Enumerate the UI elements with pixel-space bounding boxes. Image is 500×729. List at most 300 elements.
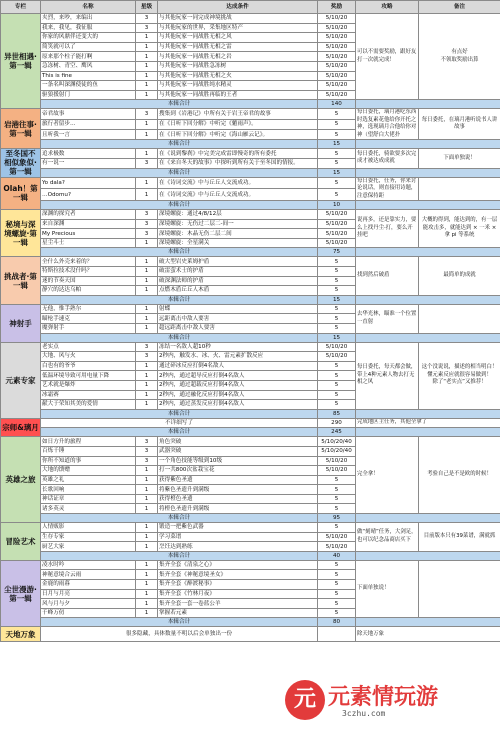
achievement-stars: 1 xyxy=(136,371,158,381)
achievement-condition: 搜集到《岩港记》中所有关于岩王帝君的故事 xyxy=(158,109,318,119)
achievement-stars: 3 xyxy=(136,352,158,362)
subtotal-row xyxy=(1,248,500,257)
section-tip: 说再多，还是靠实力，要么上找丹尘·打，要么开挂吧 xyxy=(356,210,419,248)
section-note xyxy=(419,560,500,618)
achievement-reward: 5 xyxy=(318,286,356,296)
subtotal-blank xyxy=(356,201,500,210)
row-note: 不领取奖励出算 xyxy=(440,56,479,63)
achievement-name: 日月与月亮 xyxy=(41,589,136,599)
achievement-stars: 1 xyxy=(136,323,158,333)
section-tip: 下面单独说！ xyxy=(356,560,419,618)
subtotal-row xyxy=(1,168,500,177)
section-title: 元素专家 xyxy=(1,342,41,418)
achievement-reward: 5 xyxy=(318,580,356,590)
subtotal-value: 15 xyxy=(318,295,356,304)
achievement-name: 全什么外壳来着的？ xyxy=(41,257,136,267)
subtotal-label: 本辑合计 xyxy=(41,618,318,627)
achievement-condition: 角色突破 xyxy=(158,437,318,447)
achievement-name: 急冻树、青空、鹰风 xyxy=(41,61,136,71)
subtotal-label: 本辑合计 xyxy=(41,409,318,418)
achievement-reward: 5 xyxy=(318,504,356,514)
subtotal-label: 本辑合计 xyxy=(41,140,318,149)
achievement-name: 简笑就可以了 xyxy=(41,42,136,52)
achievement-reward: 5 xyxy=(318,189,356,201)
watermark-brand: 元素情玩游 xyxy=(328,685,439,710)
header-tips: 攻略 xyxy=(356,1,419,14)
achievement-reward: 5/10/20 xyxy=(318,238,356,248)
achievement-stars: 1 xyxy=(136,177,158,189)
achievement-stars: 1 xyxy=(136,130,158,140)
achievement-name: 献大于荣知其美的爱情 xyxy=(41,400,136,410)
section-summary: 很多隐藏，具体数量不明以后会单独出一份 xyxy=(41,627,318,642)
subtotal-row xyxy=(1,201,500,210)
section-tip: 每日委托，每天都会做，带上4种元素人物去打无相之风 xyxy=(356,342,419,409)
achievement-stars: 1 xyxy=(136,380,158,390)
subtotal-blank xyxy=(356,248,500,257)
achievement-reward: 5 xyxy=(318,390,356,400)
achievement-reward: 5 xyxy=(318,494,356,504)
achievement-stars: 3 xyxy=(136,437,158,447)
section-title: 宗师&璃月 xyxy=(1,418,41,437)
achievement-condition: 与其他玩家的世界，采集地区特产 xyxy=(158,23,318,33)
achievement-reward: 5/10/20 xyxy=(318,61,356,71)
achievement-stars: 3 xyxy=(136,14,158,24)
achievement-reward: 5 xyxy=(318,314,356,324)
achievement-name: 追求极数 xyxy=(41,149,136,159)
section-title: Olah！第一辑 xyxy=(1,177,41,210)
subtotal-label: 本辑合计 xyxy=(41,248,318,257)
watermark-logo: 元 xyxy=(285,680,325,720)
achievement-reward: 5/10/20 xyxy=(318,52,356,62)
achievement-stars: 1 xyxy=(136,267,158,277)
achievement-name: 夹烈，来吵，来编出 xyxy=(41,14,136,24)
achievement-stars: 1 xyxy=(136,504,158,514)
achievement-reward: 5 xyxy=(318,475,356,485)
achievement-stars: 1 xyxy=(136,71,158,81)
subtotal-value: 140 xyxy=(318,100,356,109)
subtotal-label: 本辑合计 xyxy=(41,168,318,177)
achievement-condition: 冻结一名敌人超10秒 xyxy=(158,342,318,352)
achievement-reward: 5/10/20 xyxy=(318,219,356,229)
section-title: 岩港往事·第一辑 xyxy=(1,109,41,149)
achievement-name: 冰霜赛 xyxy=(41,390,136,400)
achievement-stars: 1 xyxy=(136,589,158,599)
achievement-reward: 5/10/20 xyxy=(318,210,356,220)
achievement-stars: 1 xyxy=(136,466,158,476)
achievement-reward: 5/10/20 xyxy=(318,23,356,33)
achievement-condition: 深境螺旋：通过4/8/12层 xyxy=(158,210,318,220)
achievement-name: 有一说一 xyxy=(41,158,136,168)
achievement-reward: 5/10/20 xyxy=(318,81,356,91)
achievement-reward: 5 xyxy=(318,361,356,371)
achievement-condition: 与其他玩家一同战胜无相之岩 xyxy=(158,52,318,62)
achievement-name: 神秘意境合云雨 xyxy=(41,570,136,580)
section-tip: 找到然后破盾 xyxy=(356,257,419,295)
achievement-stars: 1 xyxy=(136,52,158,62)
achievement-reward: 5 xyxy=(318,304,356,314)
achievement-name: 老实点 xyxy=(41,342,136,352)
achievement-reward: 5/10/20 xyxy=(318,71,356,81)
achievement-condition: 烹饪达到熟练 xyxy=(158,542,318,552)
achievement-stars: 1 xyxy=(136,542,158,552)
achievement-stars: 1 xyxy=(136,599,158,609)
subtotal-row xyxy=(1,428,500,437)
achievement-name: 风与月与夕 xyxy=(41,599,136,609)
achievement-condition: 集齐全套《竹林月夜》 xyxy=(158,589,318,599)
achievement-condition: 2秒内，通过蒸发反应打倒4名敌人 xyxy=(158,400,318,410)
section-tip: 每日委托，骑欲要多次完成才被达成成就 xyxy=(356,149,419,168)
achievement-condition: 深境螺旋：全星满关 xyxy=(158,238,318,248)
achievement-condition: 将橙色圣遗升到满级 xyxy=(158,504,318,514)
table-row xyxy=(1,418,500,428)
section-note xyxy=(419,109,500,140)
subtotal-value: 85 xyxy=(318,409,356,418)
achievement-condition: 远距离击中敌人要害 xyxy=(158,314,318,324)
section-note xyxy=(419,304,500,333)
section-title: 冒险艺术 xyxy=(1,523,41,561)
subtotal-label: 本辑合计 xyxy=(41,295,318,304)
table-row xyxy=(1,304,500,314)
achievement-condition: 超远距离击中敌人要害 xyxy=(158,323,318,333)
achievement-name: 你所不知道的事 xyxy=(41,456,136,466)
achievement-stars: 1 xyxy=(136,560,158,570)
achievement-name: 来自深渊 xyxy=(41,219,136,229)
achievement-reward: 5 xyxy=(318,400,356,410)
achievement-stars: 1 xyxy=(136,390,158,400)
achievement-condition: 与其他玩家一同战胜急冻树 xyxy=(158,61,318,71)
achievement-name: 星尘斗士 xyxy=(41,238,136,248)
section-note xyxy=(419,149,500,168)
achievement-name: 人情贩影 xyxy=(41,523,136,533)
achievement-reward: 5 xyxy=(318,109,356,119)
achievement-condition: 集齐全套《醉渡秘事》 xyxy=(158,580,318,590)
section-tip-secondary: 最简单的成就 xyxy=(443,272,476,279)
achievement-reward: 5 xyxy=(318,130,356,140)
achievement-name: 金鹿的雨暮 xyxy=(41,580,136,590)
achievement-stars: 1 xyxy=(136,523,158,533)
table-row xyxy=(1,342,500,352)
achievement-condition: 武器突破 xyxy=(158,446,318,456)
subtotal-blank xyxy=(356,140,500,149)
subtotal-blank xyxy=(356,295,500,304)
achievement-reward: 5 xyxy=(318,267,356,277)
subtotal-blank xyxy=(356,428,500,437)
achievement-name: Yo dala? xyxy=(41,177,136,189)
achievement-reward: 5/10/20 xyxy=(318,14,356,24)
achievement-condition: 掌握若元素 xyxy=(158,608,318,618)
achievement-stars: 3 xyxy=(136,158,158,168)
achievement-reward: 5 xyxy=(318,589,356,599)
achievement-stars: 1 xyxy=(136,475,158,485)
section-note xyxy=(419,523,500,552)
achievement-name: 大地的馈赠 xyxy=(41,466,136,476)
achievement-reward: 5 xyxy=(318,149,356,159)
achievement-condition: 学习菜谱 xyxy=(158,532,318,542)
achievement-condition: 集齐全套《神秘意境圣女》 xyxy=(158,570,318,580)
section-tip: 可以不需要奖励，跟好友打一次就完成！ xyxy=(356,14,419,100)
achievement-name: 静穴的达达乌帕 xyxy=(41,286,136,296)
table-row xyxy=(1,257,500,267)
achievement-reward: 5 xyxy=(318,380,356,390)
achievement-reward: 5 xyxy=(318,257,356,267)
achievement-stars: 3 xyxy=(136,446,158,456)
achievement-condition: 通过碎冰反应打倒4名敌人 xyxy=(158,361,318,371)
achievement-name: 瞄枪手速克 xyxy=(41,314,136,324)
achievement-condition: 锻造一把紫色武器 xyxy=(158,523,318,533)
achievement-condition: 在《日听下回分解》中听完《海山雁云记》。 xyxy=(158,130,318,140)
section-tip-secondary: 有点好 xyxy=(451,49,468,56)
achievement-name: 帝君故事 xyxy=(41,109,136,119)
section-tip: 除天地万象 xyxy=(356,627,500,642)
achievement-condition: 射蝶 xyxy=(158,304,318,314)
achievement-condition: 一个角色技能等级到10级 xyxy=(158,456,318,466)
achievement-name: …Odomu? xyxy=(41,189,136,201)
subtotal-row xyxy=(1,409,500,418)
achievement-condition: 破大型岩史萊姆护盾 xyxy=(158,257,318,267)
section-note xyxy=(419,257,500,295)
achievement-condition: 在《来自冬天的故事》中探听到所有关于至冬国的情报。 xyxy=(158,158,318,168)
achievement-reward: 5 xyxy=(318,119,356,129)
table-row xyxy=(1,560,500,570)
subtotal-value: 10 xyxy=(318,201,356,210)
achievement-reward: 5 xyxy=(318,323,356,333)
subtotal-row xyxy=(1,295,500,304)
section-note xyxy=(419,437,500,514)
achievement-stars: 1 xyxy=(136,314,158,324)
achievement-condition: 与其他玩家一同战胜再临的王者 xyxy=(158,90,318,100)
achievement-name: 大地、风与火 xyxy=(41,352,136,362)
section-tip: 做“刻晴”任务，大剑足，也可以纪念品商店买下 xyxy=(356,523,419,552)
achievement-name: 诸多英灵 xyxy=(41,504,136,514)
section-title: 尘世漫游·第一辑 xyxy=(1,560,41,627)
achievement-reward: 5/10/20 xyxy=(318,90,356,100)
table-row xyxy=(1,14,500,24)
achievement-reward: 5 xyxy=(318,560,356,570)
achievement-reward: 5/10/20 xyxy=(318,466,356,476)
achievement-stars: 1 xyxy=(136,608,158,618)
achievement-name: 深渊的探究者 xyxy=(41,210,136,220)
achievement-stars: 3 xyxy=(136,219,158,229)
subtotal-value: 245 xyxy=(318,428,356,437)
achievement-condition: 破雷萤术士的护盾 xyxy=(158,267,318,277)
achievement-stars: 1 xyxy=(136,189,158,201)
table-row xyxy=(1,109,500,119)
subtotal-row xyxy=(1,618,500,627)
header-category: 专栏 xyxy=(1,1,41,14)
achievement-reward: 5/10/20 xyxy=(318,33,356,43)
achievement-name: 旅行者留步… xyxy=(41,119,136,129)
header-stars: 星级 xyxy=(136,1,158,14)
achievement-name: 厨艺大家 xyxy=(41,542,136,552)
table-body xyxy=(1,14,500,642)
section-tip: 完成地区主任务，其他全拿了 xyxy=(356,418,500,428)
subtotal-blank xyxy=(356,514,500,523)
achievement-condition: 2秒内，通过超载反应打倒4名敌人 xyxy=(158,380,318,390)
achievement-name: 长歌回响 xyxy=(41,485,136,495)
achievement-condition: 在《日听下回分解》中听完《魈雨声》。 xyxy=(158,119,318,129)
achievement-reward: 5/10/20 xyxy=(318,542,356,552)
achievement-stars: 3 xyxy=(136,456,158,466)
achievement-stars: 3 xyxy=(136,229,158,239)
section-title: 秘境与深境螺旋·第一辑 xyxy=(1,210,41,257)
achievement-stars: 1 xyxy=(136,42,158,52)
achievement-name: 千峰万仞 xyxy=(41,608,136,618)
achievement-name: 你家的风鼎伴还变大的 xyxy=(41,33,136,43)
achievement-reward: 5 xyxy=(318,177,356,189)
achievement-condition: 2秒内，触发水、冰、火、雷元素扩散反应 xyxy=(158,352,318,362)
achievement-condition: 集齐全套《清泉之心》 xyxy=(158,560,318,570)
achievement-name: 凌水时吟 xyxy=(41,560,136,570)
subtotal-value: 15 xyxy=(318,168,356,177)
section-tip-secondary: 目前版本只有39菜谱，满就抓 xyxy=(423,533,496,540)
achievement-condition: 与其他玩家一同战胜无相之雷 xyxy=(158,42,318,52)
section-note xyxy=(419,14,500,100)
achievement-reward: 5/10/20 xyxy=(318,352,356,362)
section-title: 至冬国不相似象似·第一辑 xyxy=(1,149,41,177)
achievement-condition: 深境螺旋：木晶无伤二层二间 xyxy=(158,229,318,239)
section-reward: 290 xyxy=(318,418,356,428)
section-title: 异世相遇·第一辑 xyxy=(1,14,41,109)
section-tip-tertiary: 除了“老实点”又推荐！ xyxy=(432,379,487,386)
table-row xyxy=(1,627,500,642)
achievement-name: 魔弹射手 xyxy=(41,323,136,333)
subtotal-blank xyxy=(356,100,500,109)
achievement-stars: 3 xyxy=(136,23,158,33)
achievement-reward: 5/10/20 xyxy=(318,342,356,352)
subtotal-value: 80 xyxy=(318,618,356,627)
section-tip-secondary: 这个没说说，描述的相当明白！懂元素反应就很容易做到！ xyxy=(421,364,498,378)
achievement-stars: 1 xyxy=(136,361,158,371)
header-name: 名称 xyxy=(41,1,136,14)
section-title: 英雄之旅 xyxy=(1,437,41,523)
achievement-name: 英雄之礼 xyxy=(41,475,136,485)
achievement-condition: 点燃木盾丘丘人木盾 xyxy=(158,286,318,296)
subtotal-label: 本辑合计 xyxy=(41,551,318,560)
achievement-condition: 深境螺旋：无伤过二层二-间一 xyxy=(158,219,318,229)
achievement-condition: 获得橙色圣遗 xyxy=(158,494,318,504)
header-condition: 达成条件 xyxy=(158,1,318,14)
subtotal-blank xyxy=(356,333,500,342)
achievement-stars: 1 xyxy=(136,257,158,267)
subtotal-value: 75 xyxy=(318,248,356,257)
subtotal-value: 95 xyxy=(318,514,356,523)
achievement-condition: 与其他玩家一同战胜无相之火 xyxy=(158,71,318,81)
achievement-condition: 打一共800次盆栽宝花 xyxy=(158,466,318,476)
section-note xyxy=(419,342,500,409)
subtotal-label: 本辑合计 xyxy=(41,514,318,523)
table-row xyxy=(1,437,500,447)
table-row xyxy=(1,149,500,159)
subtotal-row xyxy=(1,140,500,149)
subtotal-label: 本辑合计 xyxy=(41,201,318,210)
achievement-name: 生存专家 xyxy=(41,532,136,542)
table-row xyxy=(1,210,500,220)
section-tip: 每日委托，任务，你来讨论说话，则直接用诗题，注意保持距 xyxy=(356,177,419,201)
subtotal-blank xyxy=(356,551,500,560)
achievement-reward: 5/10/20/40 xyxy=(318,437,356,447)
section-title: 天地万象 xyxy=(1,627,41,642)
section-tip: 去华光林，瞄准一个位置一直射 xyxy=(356,304,419,333)
achievement-stars: 1 xyxy=(136,149,158,159)
achievement-stars: 1 xyxy=(136,304,158,314)
header-reward: 奖励 xyxy=(318,1,356,14)
achievement-reward: 5/10/20/40 xyxy=(318,446,356,456)
achievement-condition: 2秒内，通过超导反应打倒4名敌人 xyxy=(158,371,318,381)
achievement-stars: 1 xyxy=(136,33,158,43)
achievement-stars: 3 xyxy=(136,342,158,352)
subtotal-label: 本辑合计 xyxy=(41,428,318,437)
section-tip: 完全拿！ xyxy=(356,437,419,514)
achievement-stars: 1 xyxy=(136,286,158,296)
section-tip-secondary: 考验自己是不是欧的时候！ xyxy=(427,471,492,478)
achievement-reward: 5 xyxy=(318,523,356,533)
achievement-condition: 在《诗词交流》中与丘丘人交流成功。 xyxy=(158,189,318,201)
achievement-condition: 与其他玩家一同完成神境挑战 xyxy=(158,14,318,24)
achievement-name: 神话证章 xyxy=(41,494,136,504)
section-note xyxy=(419,177,500,201)
subtotal-label: 本辑合计 xyxy=(41,333,318,342)
achievement-reward: 5/10/20 xyxy=(318,42,356,52)
subtotal-value: 15 xyxy=(318,140,356,149)
achievement-condition: 破深渊法师的护盾 xyxy=(158,276,318,286)
achievement-reward: 5/10/20 xyxy=(318,456,356,466)
section-tip-secondary: 大概的得到，能达到的，有一层能攻击多，就能达到 × 一米 × 拿 pi 等系统 xyxy=(421,217,498,239)
achievement-condition: 集齐全套一套一卷蓝公羊 xyxy=(158,599,318,609)
table-row xyxy=(1,523,500,533)
achievement-stars: 1 xyxy=(136,119,158,129)
achievement-name: 低温环境导致可用电量下降 xyxy=(41,371,136,381)
header-note: 备注 xyxy=(419,1,500,14)
section-tip: 每日委托，璃月港吃东西时选复素花他给你开托之神，选现璃月合他给你对神（望舒白大佬扑 xyxy=(356,109,419,140)
table-row xyxy=(1,177,500,189)
section-title: 神射手 xyxy=(1,304,41,342)
achievement-reward: 5 xyxy=(318,158,356,168)
section-tip-secondary: 下面单独说！ xyxy=(443,154,476,161)
section-summary: 不详细写了 xyxy=(41,418,318,428)
achievement-reward: 5/10/20 xyxy=(318,229,356,239)
achievement-name: This is fine xyxy=(41,71,136,81)
table-header-row xyxy=(1,1,500,14)
achievement-name: 如日方升的旅程 xyxy=(41,437,136,447)
achievement-name: 一条名叫深渊使徒的鱼 xyxy=(41,81,136,91)
section-tip-secondary: 每日委托，在璃月港听说书人讲故事 xyxy=(421,116,498,131)
achievement-name: My Precious xyxy=(41,229,136,239)
achievement-condition: 将紫色圣遗升到满级 xyxy=(158,485,318,495)
achievement-reward: 5 xyxy=(318,608,356,618)
subtotal-row xyxy=(1,100,500,109)
achievement-reward: 5/10/20 xyxy=(318,532,356,542)
achievement-stars: 1 xyxy=(136,276,158,286)
achievement-reward: 5 xyxy=(318,599,356,609)
subtotal-blank xyxy=(356,618,500,627)
achievement-stars: 1 xyxy=(136,532,158,542)
achievement-name: 驱狼援射门 xyxy=(41,90,136,100)
achievement-stars: 1 xyxy=(136,485,158,495)
achievement-name: 无他，惟手熟尔 xyxy=(41,304,136,314)
achievement-name: 特斯拉技术没什吗？ xyxy=(41,267,136,277)
achievement-condition: 与其他玩家一同战胜纯水精灵 xyxy=(158,81,318,91)
achievement-stars: 3 xyxy=(136,210,158,220)
subtotal-value: 15 xyxy=(318,333,356,342)
subtotal-label: 本辑合计 xyxy=(41,100,318,109)
achievement-stars: 3 xyxy=(136,109,158,119)
achievement-name: 艺术就是爆炸 xyxy=(41,380,136,390)
subtotal-row xyxy=(1,514,500,523)
subtotal-row xyxy=(1,551,500,560)
achievement-stars: 1 xyxy=(136,90,158,100)
achievement-stars: 1 xyxy=(136,238,158,248)
achievement-name: 且听我一言 xyxy=(41,130,136,140)
